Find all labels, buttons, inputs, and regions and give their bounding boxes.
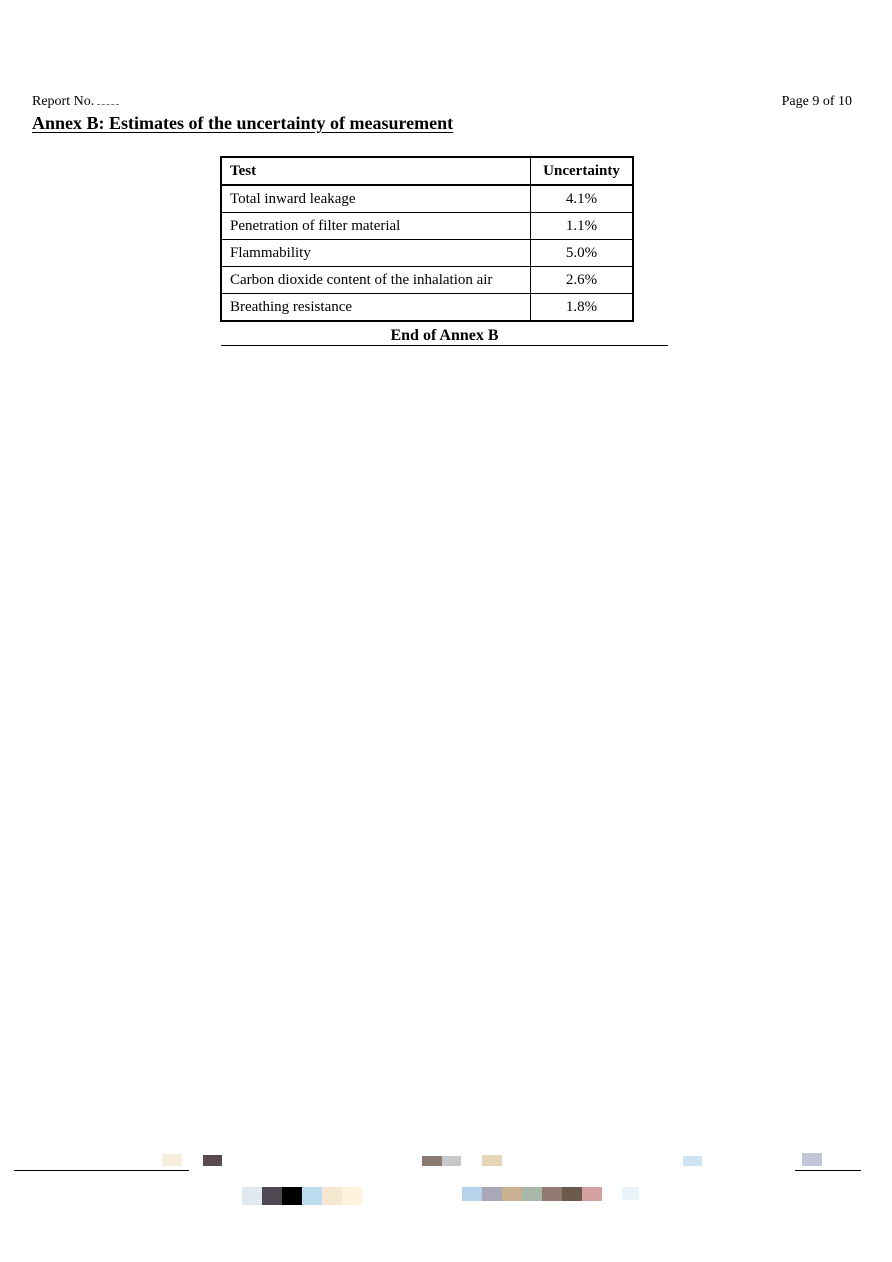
uncertainty-cell: 1.8% (531, 294, 634, 322)
footer-divider-right (795, 1170, 861, 1171)
redaction-block (422, 1156, 442, 1166)
table-row (221, 267, 633, 294)
redaction-block (622, 1187, 639, 1200)
redacted-report-number (97, 94, 119, 105)
redaction-block (502, 1187, 522, 1201)
redaction-block (482, 1155, 502, 1166)
redaction-block (462, 1187, 482, 1201)
table-row (221, 213, 633, 240)
redaction-block (322, 1187, 342, 1205)
redaction-block (262, 1187, 282, 1205)
redaction-block (522, 1187, 542, 1201)
uncertainty-cell: 2.6% (531, 267, 634, 294)
redaction-block (683, 1156, 702, 1166)
test-cell: Breathing resistance (221, 294, 531, 322)
report-number (32, 94, 119, 110)
header-test: Test (221, 157, 531, 185)
redaction-block (542, 1187, 562, 1201)
redaction-block (282, 1187, 302, 1205)
redaction-block (442, 1156, 461, 1166)
uncertainty-cell: 1.1% (531, 213, 634, 240)
test-cell: Flammability (221, 240, 531, 267)
test-cell: Penetration of filter material (221, 213, 531, 240)
redaction-block (242, 1187, 262, 1205)
header-uncertainty: Uncertainty (531, 157, 634, 185)
uncertainty-table (220, 156, 634, 322)
uncertainty-cell: 5.0% (531, 240, 634, 267)
redaction-block (482, 1187, 502, 1201)
report-number-label: Report No. (32, 94, 95, 109)
footer-divider-left (14, 1170, 189, 1171)
annex-title: Annex B: Estimates of the uncertainty of measurement (32, 113, 454, 133)
table-row (221, 240, 633, 267)
uncertainty-cell: 4.1% (531, 185, 634, 213)
end-of-annex: End of Annex B (221, 327, 668, 346)
table-row (221, 294, 633, 322)
redaction-block (203, 1155, 222, 1166)
test-cell: Carbon dioxide content of the inhalation air (221, 267, 531, 294)
table-header-row (221, 157, 633, 185)
page-number: Page 9 of 10 (781, 94, 852, 109)
test-cell: Total inward leakage (221, 185, 531, 213)
redaction-block (582, 1187, 602, 1201)
redaction-block (162, 1154, 182, 1166)
redaction-block (802, 1153, 822, 1166)
redaction-block (342, 1187, 362, 1205)
redaction-block (302, 1187, 322, 1205)
table-row (221, 185, 633, 213)
redaction-block (562, 1187, 582, 1201)
